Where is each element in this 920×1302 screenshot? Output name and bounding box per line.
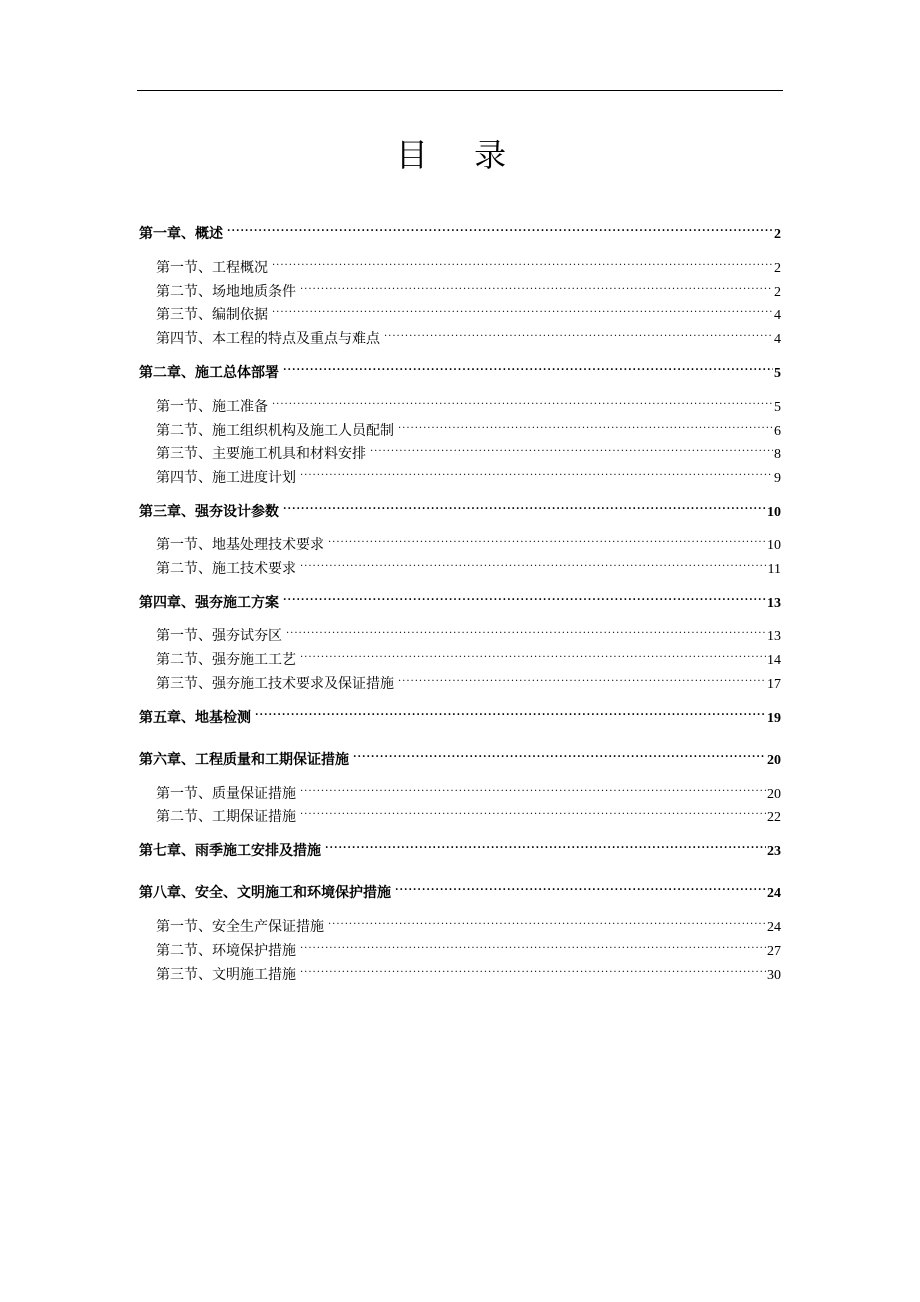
dot-leader [328, 911, 766, 931]
toc-entry-page: 6 [774, 424, 781, 439]
toc-entry-page: 11 [767, 562, 781, 577]
toc-entry-page: 10 [767, 538, 781, 553]
toc-entry-chapter[interactable] [139, 496, 781, 520]
dot-leader [398, 668, 766, 688]
toc-entry-label: 第二节、强夯施工工艺 [156, 652, 296, 668]
toc-entry-page: 2 [774, 285, 781, 300]
toc-entry-label: 第一节、施工准备 [156, 399, 268, 415]
dot-leader [300, 276, 773, 296]
toc-entry-label: 第二节、施工技术要求 [156, 561, 296, 577]
dot-leader [328, 529, 766, 549]
toc-entry-label: 第一节、质量保证措施 [156, 786, 296, 802]
page-title: 目 录 [395, 136, 525, 175]
toc-entry-section[interactable] [156, 620, 781, 644]
toc-entry-section[interactable] [156, 935, 781, 959]
dot-leader [300, 935, 766, 955]
toc-entry-label: 第一节、安全生产保证措施 [156, 919, 324, 935]
dot-leader [300, 959, 766, 979]
toc-entry-label: 第四节、本工程的特点及重点与难点 [156, 331, 380, 347]
toc-entry-section[interactable] [156, 438, 781, 462]
toc-entry-page: 22 [767, 810, 781, 825]
dot-leader [272, 252, 773, 272]
toc-entry-label: 第四节、施工进度计划 [156, 470, 296, 486]
toc-entry-page: 24 [767, 920, 781, 935]
dot-leader [300, 462, 773, 482]
toc-entry-section[interactable] [156, 553, 781, 577]
toc-entry-page: 20 [767, 787, 781, 802]
toc-entry-chapter[interactable] [139, 357, 781, 381]
toc-entry-page: 24 [767, 886, 781, 901]
toc-entry-section[interactable] [156, 668, 781, 692]
dot-leader [227, 218, 773, 238]
toc-entry-label: 第二节、工期保证措施 [156, 809, 296, 825]
toc-entry-label: 第一节、强夯试夯区 [156, 628, 282, 644]
toc-entry-page: 14 [767, 653, 781, 668]
toc-entry-page: 5 [774, 366, 781, 381]
toc-entry-section[interactable] [156, 778, 781, 802]
toc-entry-page: 17 [767, 677, 781, 692]
dot-leader [300, 801, 766, 821]
toc-entry-label: 第一节、地基处理技术要求 [156, 537, 324, 553]
toc-entry-section[interactable] [156, 252, 781, 276]
toc-entry-page: 13 [767, 629, 781, 644]
toc-entry-chapter[interactable] [139, 744, 781, 768]
toc-entry-label: 第三节、主要施工机具和材料安排 [156, 446, 366, 462]
toc-entry-label: 第三节、强夯施工技术要求及保证措施 [156, 676, 394, 692]
toc-entry-chapter[interactable] [139, 587, 781, 611]
toc-entry-label: 第三章、强夯设计参数 [139, 504, 279, 520]
toc-entry-page: 2 [774, 227, 781, 242]
toc-entry-page: 27 [767, 944, 781, 959]
toc-entry-label: 第一章、概述 [139, 226, 223, 242]
toc-entry-page: 5 [774, 400, 781, 415]
toc-entry-section[interactable] [156, 911, 781, 935]
dot-leader [300, 644, 766, 664]
dot-leader [398, 415, 773, 435]
toc-entry-page: 10 [767, 505, 781, 520]
dot-leader [325, 835, 766, 855]
toc-entry-label: 第七章、雨季施工安排及措施 [139, 843, 321, 859]
toc-entry-page: 4 [774, 308, 781, 323]
toc-entry-label: 第六章、工程质量和工期保证措施 [139, 752, 349, 768]
toc-entry-label: 第三节、文明施工措施 [156, 967, 296, 983]
toc-entry-label: 第八章、安全、文明施工和环境保护措施 [139, 885, 391, 901]
toc-entry-label: 第一节、工程概况 [156, 260, 268, 276]
dot-leader [353, 744, 766, 764]
toc-entry-label: 第四章、强夯施工方案 [139, 595, 279, 611]
toc-entry-chapter[interactable] [139, 218, 781, 242]
toc-entry-section[interactable] [156, 801, 781, 825]
toc-entry-page: 2 [774, 261, 781, 276]
toc-entry-page: 30 [767, 968, 781, 983]
dot-leader [300, 778, 766, 798]
dot-leader [272, 391, 773, 411]
dot-leader [283, 496, 766, 516]
toc-entry-label: 第三节、编制依据 [156, 307, 268, 323]
toc-entry-label: 第二章、施工总体部署 [139, 365, 279, 381]
dot-leader [300, 553, 767, 573]
dot-leader [370, 438, 773, 458]
dot-leader [286, 620, 766, 640]
toc-entry-page: 8 [774, 447, 781, 462]
toc-entry-page: 13 [767, 596, 781, 611]
toc-entry-label: 第五章、地基检测 [139, 710, 251, 726]
toc-entry-chapter[interactable] [139, 702, 781, 726]
toc-entry-label: 第二节、施工组织机构及施工人员配制 [156, 423, 394, 439]
toc-entry-section[interactable] [156, 462, 781, 486]
toc-entry-section[interactable] [156, 299, 781, 323]
dot-leader [283, 357, 773, 377]
toc-entry-page: 20 [767, 753, 781, 768]
toc-entry-section[interactable] [156, 391, 781, 415]
toc-entry-page: 4 [774, 332, 781, 347]
toc-entry-label: 第二节、场地地质条件 [156, 284, 296, 300]
dot-leader [283, 587, 766, 607]
dot-leader [384, 323, 773, 343]
toc-entry-section[interactable] [156, 276, 781, 300]
toc-entry-label: 第二节、环境保护措施 [156, 943, 296, 959]
toc-entry-chapter[interactable] [139, 835, 781, 859]
toc-entry-page: 9 [774, 471, 781, 486]
dot-leader [395, 877, 766, 897]
toc-entry-section[interactable] [156, 415, 781, 439]
toc-entry-chapter[interactable] [139, 877, 781, 901]
toc-entry-page: 19 [767, 711, 781, 726]
dot-leader [272, 299, 773, 319]
toc-entry-section[interactable] [156, 644, 781, 668]
toc-entry-section[interactable] [156, 529, 781, 553]
toc-entry-section[interactable] [156, 323, 781, 347]
toc-entry-page: 23 [767, 844, 781, 859]
dot-leader [255, 702, 766, 722]
toc-entry-section[interactable] [156, 959, 781, 983]
